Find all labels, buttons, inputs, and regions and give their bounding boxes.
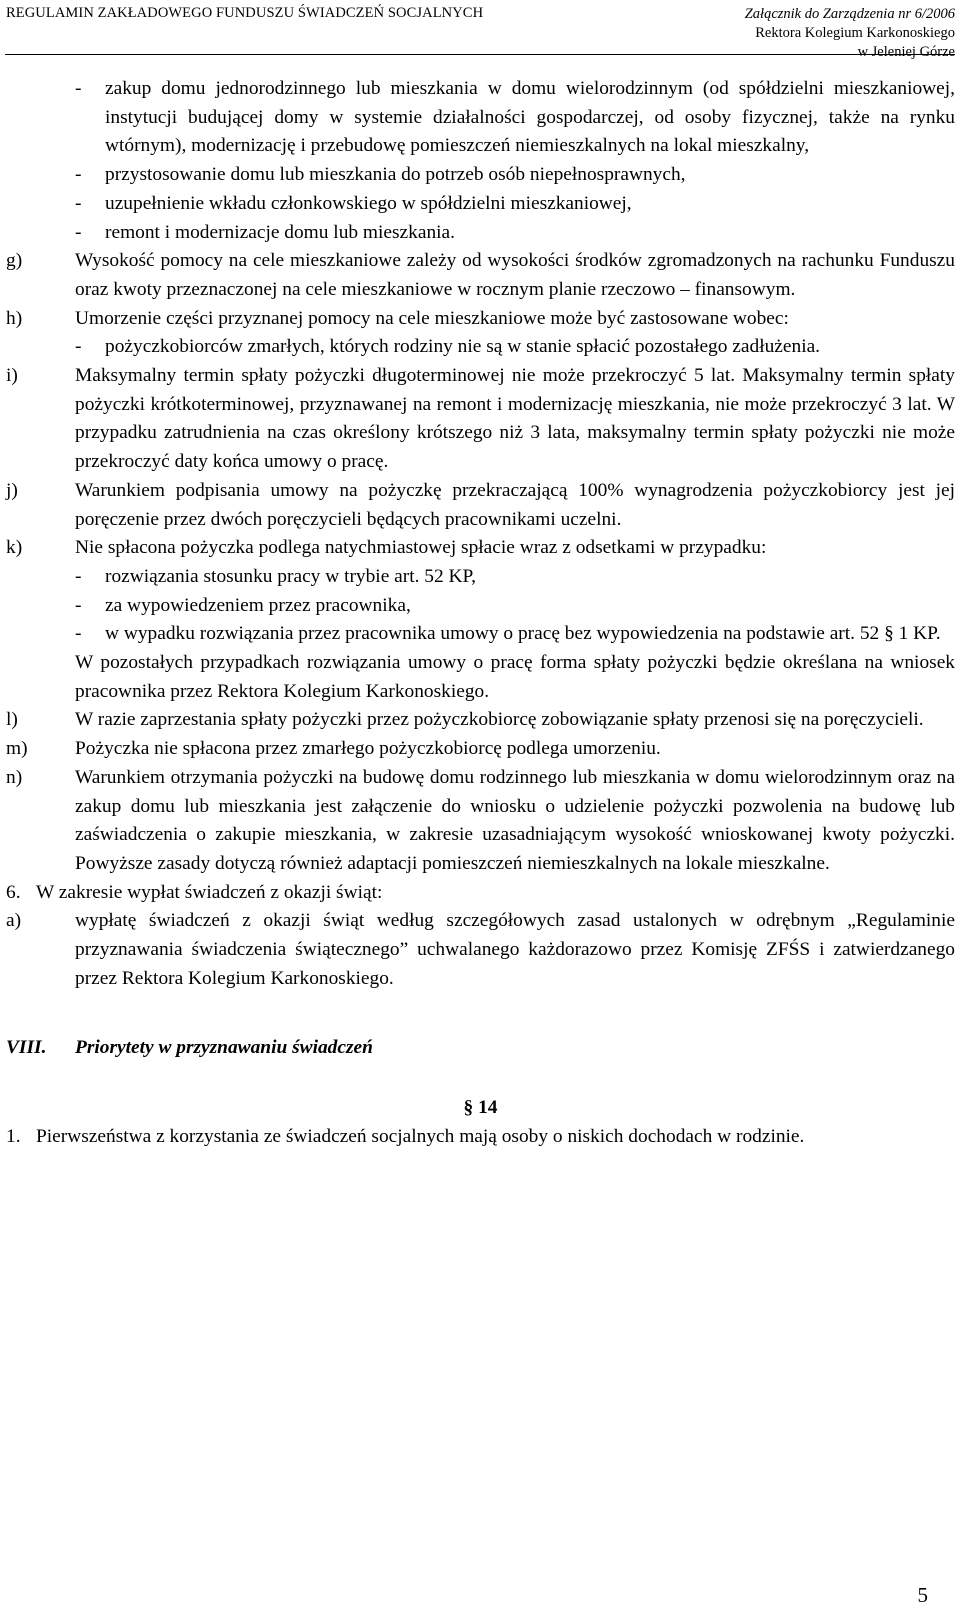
item-text: Nie spłacona pożyczka podlega natychmiastowej spłacie wraz z odsetkami w przypadku: — [75, 537, 767, 559]
item-text: Warunkiem podpisania umowy na pożyczkę przekraczającą 100% wynagrodzenia pożyczkobiorcy jest jej poręczenie przez dwóch poręczycieli będących pracownikami uczelni. — [75, 479, 955, 530]
item-n — [6, 764, 955, 879]
item-text: W razie zaprzestania spłaty pożyczki przez pożyczkobiorcę zobowiązanie spłaty przenosi się na poręczycieli. — [75, 709, 924, 731]
item-a — [6, 907, 955, 993]
list-item: - remont i modernizacje domu lub mieszkania. — [75, 221, 455, 243]
item-label: h) — [6, 307, 23, 329]
item-label: l) — [6, 709, 18, 731]
item-h — [6, 305, 955, 334]
item-label: n) — [6, 766, 23, 788]
item-label: j) — [6, 479, 18, 501]
item-text: Pożyczka nie spłacona przez zmarłego pożyczkobiorcę podlega umorzeniu. — [75, 738, 661, 760]
item-text: Maksymalny termin spłaty pożyczki długoterminowej nie może przekroczyć 5 lat. Maksymalny termin spłaty pożyczki krótkoterminowej, przyznawanej na remont i modernizację mieszkania, nie może przekroczyć 3 lat. W przypadku zatrudnienia na czas określony krótszego niż 3 lata, maksymalny termin spłaty pożyczki nie może przekroczyć daty końca umowy o pracę. — [75, 365, 955, 473]
item-text: Wysokość pomocy na cele mieszkaniowe zależy od wysokości środków zgromadzonych na rachunku Funduszu oraz kwoty przeznaczonej na cele mieszkaniowe w rocznym planie rzeczowo – finansowym. — [75, 250, 955, 300]
document-body — [6, 75, 955, 1152]
item-label: a) — [6, 910, 22, 932]
item-k — [6, 534, 955, 563]
header-rector-line: Rektora Kolegium Karkonoskiego — [755, 25, 955, 41]
item-label: i) — [6, 365, 18, 387]
section-number: VIII. — [6, 1036, 47, 1058]
section-title: Priorytety w przyznawaniu świadczeń — [75, 1036, 373, 1058]
header-title: REGULAMIN ZAKŁADOWEGO FUNDUSZU ŚWIADCZEŃ SOCJALNYCH — [6, 5, 484, 21]
list-item: - w wypadku rozwiązania przez pracownika umowy o pracę bez wypowiedzenia na podstawie art. 52 § 1 KP. — [75, 623, 941, 645]
page-number: 5 — [917, 1583, 928, 1607]
item-text: wypłatę świadczeń z okazji świąt według szczegółowych zasad ustalonych w odrębnym „Regulaminie przyznawania świadczenia świątecznego” uchwalanego każdorazowo przez Komisję ZFŚS i zatwierdzanego przez Rektora Kolegium Karkonoskiego. — [75, 910, 955, 989]
list-item: - pożyczkobiorców zmarłych, których rodziny nie są w stanie spłacić pozostałego zadłużenia. — [75, 336, 821, 358]
item-j — [6, 477, 955, 534]
header-rule — [5, 54, 955, 55]
list-item: - za wypowiedzeniem przez pracownika, — [75, 594, 411, 616]
point-label: 6. — [6, 881, 21, 903]
list-item: - zakup domu jednorodzinnego lub mieszkania w domu wielorodzinnym (od spółdzielni mieszkaniowej, instytucji budującej domy w systemie działalności gospodarczej, od osoby fizycznej, także na rynku wtórnym), modernizację i przebudowę pomieszczeń niemieszkalnych na lokal mieszkalny, — [75, 78, 955, 157]
item-label: m) — [6, 738, 28, 760]
list-item: - uzupełnienie wkładu członkowskiego w spółdzielni mieszkaniowej, — [75, 192, 632, 214]
paragraph-sign: § 14 — [463, 1097, 498, 1119]
item-label: g) — [6, 250, 23, 272]
point-text: Pierwszeństwa z korzystania ze świadczeń socjalnych mają osoby o niskich dochodach w rodzinie. — [36, 1125, 805, 1147]
header-attachment-line: Załącznik do Zarządzenia nr 6/2006 — [744, 6, 955, 22]
item-text: Warunkiem otrzymania pożyczki na budowę domu rodzinnego lub mieszkania w domu wielorodzinnym oraz na zakup domu lub mieszkania jest załączenie do wniosku o udzielenie pożyczki pozwolenia na budowę lub zaświadczenia o zakupie mieszkania, w zakresie uzasadniającym wysokość wnioskowanej kwoty pożyczki. Powyższe zasady dotyczą również adaptacji pomieszczeń niemieszkalnych na lokale mieszkalne. — [75, 766, 955, 874]
item-i — [6, 362, 955, 477]
item-m — [6, 735, 955, 764]
item-k-after: W pozostałych przypadkach rozwiązania umowy o pracę forma spłaty pożyczki będzie określana na wniosek pracownika przez Rektora Kolegium Karkonoskiego. — [75, 652, 955, 702]
continued-list — [75, 75, 955, 247]
section-heading — [6, 1034, 955, 1063]
point-6 — [6, 879, 955, 908]
item-text: Umorzenie części przyznanej pomocy na cele mieszkaniowe może być zastosowane wobec: — [75, 307, 789, 329]
item-g — [6, 247, 955, 304]
item-l — [6, 706, 955, 735]
point-text: W zakresie wypłat świadczeń z okazji świąt: — [36, 881, 383, 903]
item-label: k) — [6, 537, 23, 559]
list-item: - przystosowanie domu lub mieszkania do potrzeb osób niepełnosprawnych, — [75, 164, 686, 186]
point-label: 1. — [6, 1125, 21, 1147]
list-item: - rozwiązania stosunku pracy w trybie art. 52 KP, — [75, 565, 477, 587]
point-1 — [6, 1123, 955, 1152]
k-dash-list — [75, 563, 955, 649]
header-city-line: w Jeleniej Górze — [857, 44, 955, 60]
